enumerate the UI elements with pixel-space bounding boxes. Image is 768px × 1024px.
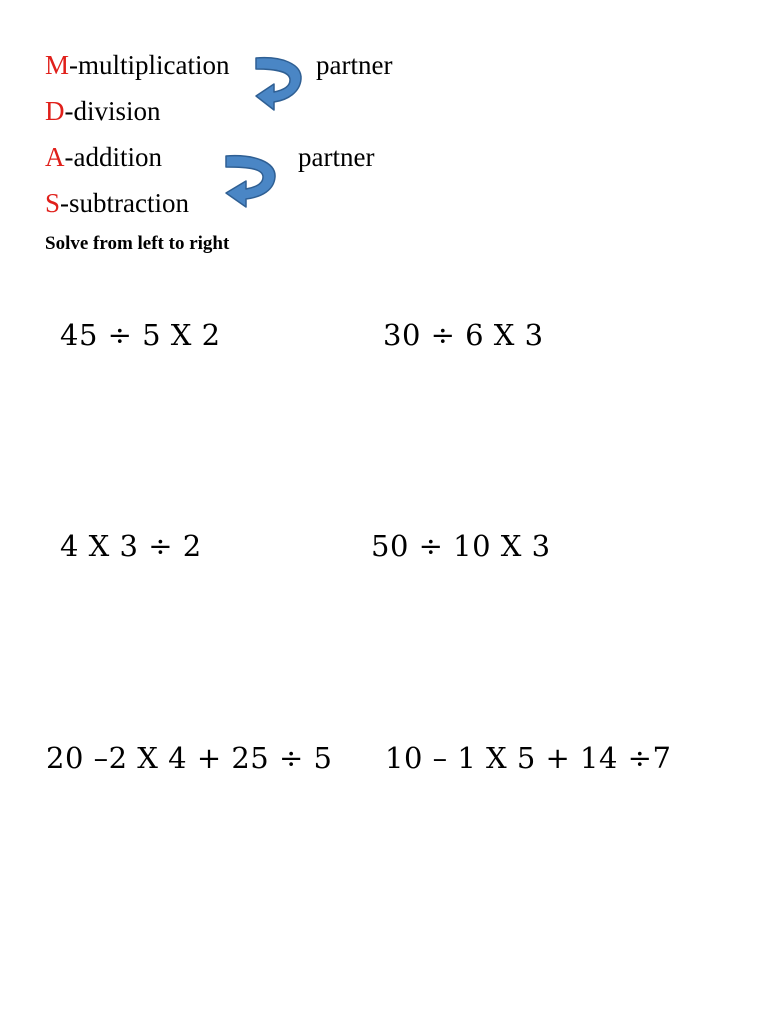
- instruction-note: Solve from left to right: [45, 233, 230, 254]
- rule-text: -division: [64, 96, 161, 126]
- problem-5: 20 –2 X 4 + 25 ÷ 5: [46, 741, 333, 775]
- problem-4: 50 ÷ 10 X 3: [371, 529, 551, 563]
- rule-division: [45, 96, 161, 126]
- rule-letter: M: [45, 50, 70, 80]
- problem-2: 30 ÷ 6 X 3: [383, 318, 544, 352]
- curved-arrow-icon: [252, 54, 308, 114]
- rule-letter: D: [45, 96, 65, 126]
- rule-addition: [45, 142, 162, 172]
- problem-6: 10 – 1 X 5 + 14 ÷7: [385, 741, 672, 775]
- rule-text: -addition: [64, 142, 162, 172]
- rule-text: -multiplication: [69, 50, 230, 80]
- problem-1: 45 ÷ 5 X 2: [60, 318, 221, 352]
- rule-text: -subtraction: [60, 188, 189, 218]
- partner-label: partner: [316, 50, 393, 80]
- rule-letter: S: [45, 188, 61, 218]
- rule-subtraction: [45, 188, 189, 218]
- rule-multiplication: [45, 50, 230, 80]
- rule-letter: A: [45, 142, 65, 172]
- curved-arrow-icon: [222, 153, 282, 211]
- partner-label: partner: [298, 142, 375, 172]
- problem-3: 4 X 3 ÷ 2: [60, 529, 202, 563]
